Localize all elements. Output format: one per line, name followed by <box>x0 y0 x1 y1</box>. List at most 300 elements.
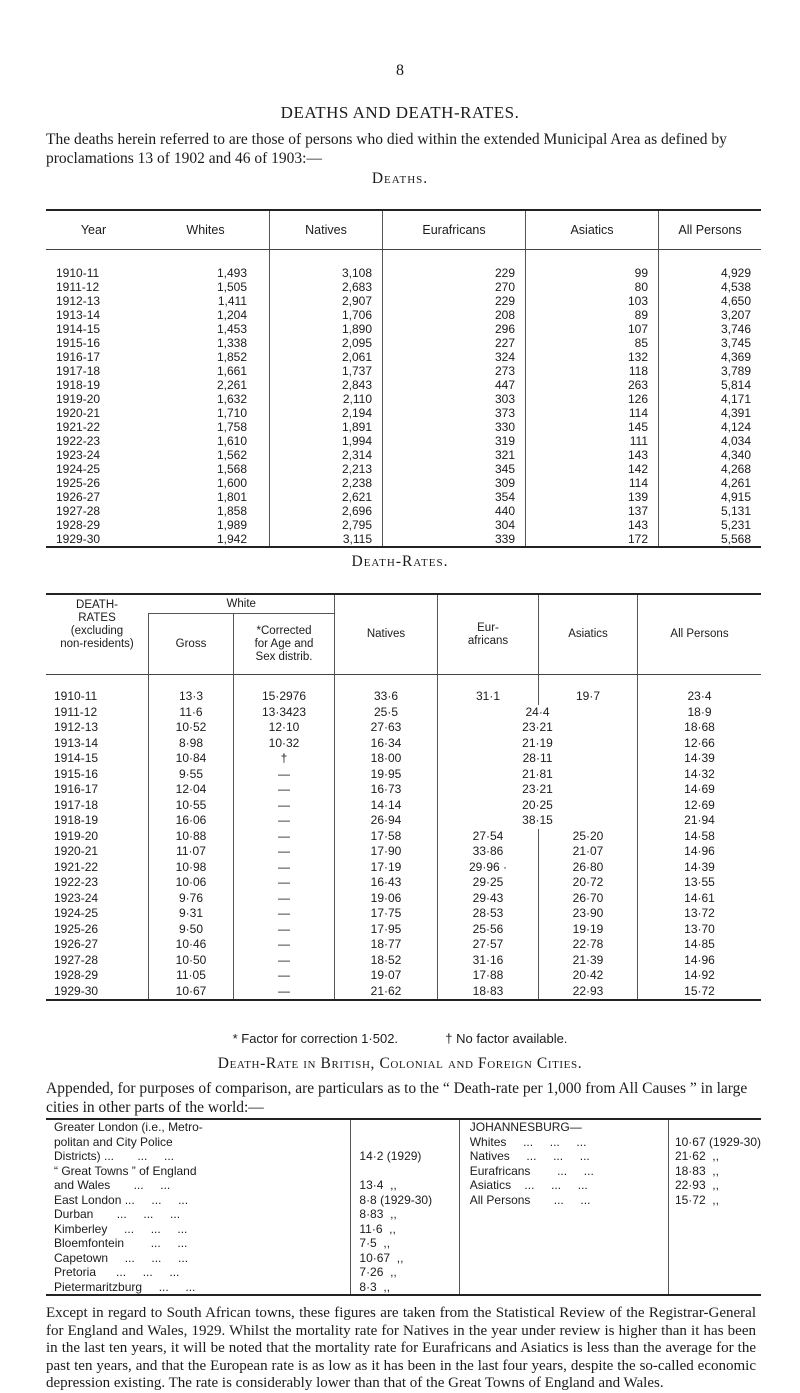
year-cell: 1922-23 <box>54 875 99 890</box>
all-persons-cell: 14·96 <box>638 844 762 860</box>
all-persons-cell: 4,915 <box>659 490 762 504</box>
all-persons-cell: 12·69 <box>638 798 762 814</box>
city-rate: 7·5 ,, <box>359 1236 391 1250</box>
eurafricans-cell: 208 <box>383 308 526 322</box>
whites-cell: 1,801 <box>216 490 247 504</box>
all-persons-cell: 14·58 <box>638 829 762 845</box>
year-cell: 1928-29 <box>56 518 101 532</box>
eurafricans-cell: 229 <box>383 294 526 308</box>
natives-cell: 2,795 <box>270 518 383 532</box>
table-row <box>46 798 761 814</box>
natives-cell: 16·43 <box>335 875 438 891</box>
year-cell: 1911-12 <box>54 704 98 719</box>
asiatics-cell: 263 <box>526 378 659 392</box>
footnotes <box>0 1031 800 1046</box>
table-row <box>46 906 761 922</box>
col-header-all-persons: All Persons <box>659 210 762 250</box>
year-cell: 1920-21 <box>54 844 99 859</box>
gross-cell: 11·6 <box>149 705 234 721</box>
city-name: East London ... ... ... <box>54 1192 189 1207</box>
death-rates-table-body <box>46 675 761 1001</box>
city-values-list <box>359 1120 458 1294</box>
rates-header-corrected-line1: *Corrected <box>256 624 312 637</box>
natives-cell: 1,891 <box>270 420 383 434</box>
year-cell: 1929-30 <box>54 983 99 998</box>
rates-header-eurafricans-line2: africans <box>467 634 509 647</box>
year-cell: 1916-17 <box>56 350 101 364</box>
corrected-cell: 13·3423 <box>234 705 335 721</box>
natives-cell: 19·06 <box>335 891 438 907</box>
rates-header-white: White <box>149 594 335 614</box>
deaths-table-body <box>46 250 761 548</box>
johannesburg-group-rate: 10·67 (1929-30) <box>674 1134 761 1149</box>
eurafricans-cell: 18·83 <box>438 984 539 1001</box>
city-name: Districts) ... ... ... <box>54 1149 175 1163</box>
gross-cell: 16·06 <box>149 813 234 829</box>
all-persons-cell: 5,568 <box>659 532 762 547</box>
asiatics-cell: 111 <box>526 434 659 448</box>
eurafricans-cell: 29·43 <box>438 891 539 907</box>
natives-cell: 18·77 <box>335 937 438 953</box>
asiatics-cell: 26·80 <box>539 860 638 876</box>
city-name: Bloemfontein ... ... <box>54 1236 188 1250</box>
whites-cell: 1,493 <box>216 266 247 280</box>
table-row <box>46 705 761 721</box>
corrected-cell: — <box>234 767 335 783</box>
asiatics-cell: 126 <box>526 392 659 406</box>
natives-cell: 26·94 <box>335 813 438 829</box>
johannesburg-group-name: Whites ... ... ... <box>469 1134 587 1149</box>
table-row <box>46 968 761 984</box>
year-cell: 1929-30 <box>56 532 101 546</box>
asiatics-cell: 23·90 <box>539 906 638 922</box>
table-row <box>46 448 761 462</box>
asiatics-cell: 19·7 <box>539 675 638 705</box>
year-cell: 1919-20 <box>54 828 99 843</box>
johannesburg-values <box>668 1119 761 1295</box>
footnote-factor: * Factor for correction 1·502. <box>232 1031 399 1046</box>
asiatics-cell: 107 <box>526 322 659 336</box>
asiatics-cell: 114 <box>526 476 659 490</box>
asiatics-cell: 85 <box>526 336 659 350</box>
asiatics-cell: 142 <box>526 462 659 476</box>
gross-cell: 10·06 <box>149 875 234 891</box>
asiatics-cell: 26·70 <box>539 891 638 907</box>
col-header-natives: Natives <box>270 210 383 250</box>
all-persons-cell: 14·96 <box>638 953 762 969</box>
natives-cell: 17·95 <box>335 922 438 938</box>
table-row <box>46 392 761 406</box>
corrected-cell: — <box>234 984 335 1001</box>
deaths-heading: Deaths. <box>371 170 429 187</box>
year-cell: 1917-18 <box>56 364 101 378</box>
eurafricans-cell: 373 <box>383 406 526 420</box>
all-persons-cell: 4,538 <box>659 280 762 294</box>
whites-cell: 1,505 <box>216 280 247 294</box>
city-name: Pietermaritzburg ... ... <box>54 1279 196 1294</box>
city-rate: 13·4 ,, <box>359 1178 397 1192</box>
natives-cell: 1,706 <box>270 308 383 322</box>
natives-cell: 3,108 <box>270 250 383 281</box>
year-cell: 1911-12 <box>56 280 100 294</box>
eurafricans-cell: 33·86 <box>438 844 539 860</box>
asiatics-cell: 143 <box>526 448 659 462</box>
all-persons-cell: 13·55 <box>638 875 762 891</box>
asiatics-cell: 20·42 <box>539 968 638 984</box>
all-persons-cell: 14·32 <box>638 767 762 783</box>
rates-header-label-line4: non-residents) <box>60 638 134 650</box>
whites-cell: 1,610 <box>216 434 247 448</box>
eurafricans-asiatics-combined-cell: 28·11 <box>438 751 638 767</box>
eurafricans-cell: 227 <box>383 336 526 350</box>
table-row <box>46 984 761 1001</box>
whites-cell: 1,453 <box>216 322 247 336</box>
table-row <box>46 736 761 752</box>
eurafricans-cell: 321 <box>383 448 526 462</box>
table-row <box>46 813 761 829</box>
rates-header-gross: Gross <box>149 614 234 675</box>
eurafricans-asiatics-combined-cell: 23·21 <box>438 720 638 736</box>
city-rate: 8·8 (1929-30) <box>359 1192 433 1207</box>
whites-cell: 1,632 <box>216 392 247 406</box>
city-name: Durban ... ... ... <box>54 1207 181 1221</box>
natives-cell: 1,994 <box>270 434 383 448</box>
year-cell: 1920-21 <box>56 406 101 420</box>
all-persons-cell: 3,745 <box>659 336 762 350</box>
footnote-no-factor: † No factor available. <box>445 1031 568 1046</box>
gross-cell: 10·98 <box>149 860 234 876</box>
gross-cell: 10·50 <box>149 953 234 969</box>
table-row <box>46 364 761 378</box>
asiatics-cell: 99 <box>526 250 659 281</box>
eurafricans-cell: 354 <box>383 490 526 504</box>
table-row <box>46 675 761 705</box>
gross-cell: 8·98 <box>149 736 234 752</box>
all-persons-cell: 5,814 <box>659 378 762 392</box>
all-persons-cell: 4,369 <box>659 350 762 364</box>
gross-cell: 10·55 <box>149 798 234 814</box>
all-persons-cell: 3,207 <box>659 308 762 322</box>
all-persons-cell: 14·69 <box>638 782 762 798</box>
gross-cell: 11·07 <box>149 844 234 860</box>
natives-cell: 19·07 <box>335 968 438 984</box>
table-row <box>46 532 761 547</box>
all-persons-cell: 3,746 <box>659 322 762 336</box>
gross-cell: 10·84 <box>149 751 234 767</box>
table-row <box>46 829 761 845</box>
city-name: Kimberley ... ... ... <box>54 1221 188 1236</box>
rates-header-corrected <box>234 614 335 675</box>
cities-heading <box>0 1055 800 1073</box>
eurafricans-cell: 31·1 <box>438 675 539 705</box>
johannesburg-groups-list <box>470 1135 668 1208</box>
year-cell: 1927-28 <box>56 504 101 518</box>
eurafricans-cell: 304 <box>383 518 526 532</box>
natives-cell: 17·90 <box>335 844 438 860</box>
all-persons-cell: 13·70 <box>638 922 762 938</box>
table-row <box>46 860 761 876</box>
all-persons-cell: 23·4 <box>638 675 762 705</box>
year-cell: 1914-15 <box>56 322 101 336</box>
asiatics-cell: 114 <box>526 406 659 420</box>
table-row <box>46 462 761 476</box>
natives-cell: 2,314 <box>270 448 383 462</box>
all-persons-cell: 4,124 <box>659 420 762 434</box>
corrected-cell: — <box>234 829 335 845</box>
johannesburg-group-name: Natives ... ... ... <box>469 1149 590 1163</box>
corrected-cell: — <box>234 906 335 922</box>
natives-cell: 1,737 <box>270 364 383 378</box>
table-row <box>46 308 761 322</box>
eurafricans-asiatics-combined-cell: 20·25 <box>438 798 638 814</box>
corrected-cell: — <box>234 922 335 938</box>
year-cell: 1925-26 <box>56 476 101 490</box>
whites-cell: 1,710 <box>216 406 247 420</box>
asiatics-cell: 22·93 <box>539 984 638 1001</box>
natives-cell: 18·00 <box>335 751 438 767</box>
all-persons-cell: 4,034 <box>659 434 762 448</box>
year-cell: 1915-16 <box>54 766 99 781</box>
eurafricans-asiatics-combined-cell: 38·15 <box>438 813 638 829</box>
gross-cell: 13·3 <box>149 675 234 705</box>
year-cell: 1917-18 <box>54 797 99 812</box>
gross-cell: 12·04 <box>149 782 234 798</box>
natives-cell: 2,110 <box>270 392 383 406</box>
city-name: Greater London (i.e., Metro- <box>54 1120 203 1134</box>
natives-cell: 33·6 <box>335 675 438 705</box>
all-persons-cell: 14·39 <box>638 860 762 876</box>
corrected-cell: — <box>234 798 335 814</box>
year-cell: 1910-11 <box>54 689 98 704</box>
eurafricans-asiatics-combined-cell: 21·19 <box>438 736 638 752</box>
eurafricans-cell: 27·54 <box>438 829 539 845</box>
corrected-cell: 10·32 <box>234 736 335 752</box>
eurafricans-cell: 309 <box>383 476 526 490</box>
year-cell: 1923-24 <box>54 890 99 905</box>
natives-cell: 3,115 <box>270 532 383 547</box>
all-persons-cell: 21·94 <box>638 813 762 829</box>
whites-cell: 1,852 <box>216 350 247 364</box>
johannesburg-group-rate: 21·62 ,, <box>674 1149 719 1163</box>
year-cell: 1910-11 <box>56 266 100 280</box>
table-row <box>46 720 761 736</box>
all-persons-cell: 4,261 <box>659 476 762 490</box>
asiatics-cell: 172 <box>526 532 659 547</box>
whites-cell: 2,261 <box>216 378 247 392</box>
rates-header-eurafricans <box>438 594 539 675</box>
year-cell: 1921-22 <box>56 420 101 434</box>
year-cell: 1914-15 <box>54 751 99 766</box>
johannesburg-group-name: Asiatics ... ... ... <box>469 1178 588 1192</box>
city-name: Capetown ... ... ... <box>54 1250 189 1265</box>
british-cities-values <box>351 1119 459 1295</box>
eurafricans-cell: 29·25 <box>438 875 539 891</box>
table-row <box>46 937 761 953</box>
natives-cell: 2,843 <box>270 378 383 392</box>
whites-cell: 1,411 <box>217 294 247 308</box>
rates-header-eurafricans-line1: Eur- <box>477 621 499 634</box>
all-persons-cell: 4,650 <box>659 294 762 308</box>
city-rate: 7·26 ,, <box>359 1265 397 1279</box>
cities-heading-text: Death-Rate in British, Colonial and Foreign Cities. <box>217 1055 583 1072</box>
asiatics-cell: 21·39 <box>539 953 638 969</box>
year-cell: 1912-13 <box>54 720 99 735</box>
natives-cell: 21·62 <box>335 984 438 1001</box>
natives-cell: 2,095 <box>270 336 383 350</box>
natives-cell: 2,194 <box>270 406 383 420</box>
city-rate <box>359 1135 458 1150</box>
city-name: politan and City Police <box>54 1134 173 1149</box>
johannesburg-heading: JOHANNESBURG— <box>469 1120 582 1134</box>
asiatics-cell: 20·72 <box>539 875 638 891</box>
city-rate: 11·6 ,, <box>359 1221 396 1236</box>
all-persons-cell: 12·66 <box>638 736 762 752</box>
year-cell: 1927-28 <box>54 952 99 967</box>
johannesburg-group-rate: 22·93 ,, <box>674 1178 719 1192</box>
corrected-cell: — <box>234 968 335 984</box>
table-row <box>46 280 761 294</box>
eurafricans-cell: 440 <box>383 504 526 518</box>
rates-header-label <box>46 594 149 675</box>
city-rate <box>359 1120 458 1135</box>
corrected-cell: — <box>234 813 335 829</box>
col-header-asiatics: Asiatics <box>526 210 659 250</box>
eurafricans-cell: 28·53 <box>438 906 539 922</box>
city-name: Pretoria ... ... ... <box>54 1265 180 1279</box>
table-row <box>46 322 761 336</box>
natives-cell: 18·52 <box>335 953 438 969</box>
table-row <box>46 350 761 364</box>
all-persons-cell: 4,268 <box>659 462 762 476</box>
corrected-cell: — <box>234 844 335 860</box>
whites-cell: 1,204 <box>216 308 247 322</box>
natives-cell: 17·58 <box>335 829 438 845</box>
eurafricans-asiatics-combined-cell: 23·21 <box>438 782 638 798</box>
table-row <box>46 922 761 938</box>
all-persons-cell: 14·61 <box>638 891 762 907</box>
gross-cell: 9·55 <box>149 767 234 783</box>
gross-cell: 10·46 <box>149 937 234 953</box>
city-rate: 8·3 ,, <box>359 1279 391 1294</box>
deaths-table <box>46 209 761 548</box>
year-cell: 1912-13 <box>56 294 101 308</box>
table-row <box>46 294 761 308</box>
eurafricans-cell: 270 <box>383 280 526 294</box>
eurafricans-cell: 330 <box>383 420 526 434</box>
rates-header-label-line1: DEATH- <box>76 599 118 611</box>
asiatics-cell: 25·20 <box>539 829 638 845</box>
whites-cell: 1,600 <box>216 476 247 490</box>
year-cell: 1922-23 <box>56 434 101 448</box>
year-cell: 1926-27 <box>56 490 101 504</box>
table-row <box>46 844 761 860</box>
british-cities-names <box>46 1119 351 1295</box>
table-row <box>46 782 761 798</box>
eurafricans-cell: 17·88 <box>438 968 539 984</box>
whites-cell: 1,562 <box>216 448 247 462</box>
table-row <box>46 891 761 907</box>
table-row <box>46 767 761 783</box>
all-persons-cell: 5,231 <box>659 518 762 532</box>
year-cell: 1919-20 <box>56 392 101 406</box>
eurafricans-cell: 27·57 <box>438 937 539 953</box>
eurafricans-cell: 303 <box>383 392 526 406</box>
whites-cell: 1,989 <box>216 518 247 532</box>
death-rates-table <box>46 593 761 1001</box>
whites-cell: 1,568 <box>216 462 247 476</box>
table-row <box>46 406 761 420</box>
table-row <box>46 504 761 518</box>
asiatics-cell: 89 <box>526 308 659 322</box>
corrected-cell: — <box>234 891 335 907</box>
year-cell: 1921-22 <box>54 859 99 874</box>
natives-cell: 16·34 <box>335 736 438 752</box>
all-persons-cell: 18·9 <box>638 705 762 721</box>
gross-cell: 9·50 <box>149 922 234 938</box>
asiatics-cell: 137 <box>526 504 659 518</box>
eurafricans-cell: 319 <box>383 434 526 448</box>
natives-cell: 2,907 <box>270 294 383 308</box>
city-names-list <box>54 1120 350 1294</box>
table-row <box>46 490 761 504</box>
natives-cell: 2,061 <box>270 350 383 364</box>
year-cell: 1924-25 <box>54 906 99 921</box>
table-row <box>46 953 761 969</box>
whites-cell: 1,858 <box>216 504 247 518</box>
city-rate: 10·67 ,, <box>359 1250 404 1265</box>
rates-header-corrected-line2: for Age and <box>254 637 314 650</box>
city-rate <box>359 1164 458 1179</box>
rates-header-label-line2: RATES <box>78 612 116 624</box>
eurafricans-cell: 345 <box>383 462 526 476</box>
eurafricans-cell: 339 <box>383 532 526 547</box>
johannesburg-group-rate: 15·72 ,, <box>674 1192 719 1207</box>
eurafricans-cell: 31·16 <box>438 953 539 969</box>
all-persons-cell: 4,171 <box>659 392 762 406</box>
johannesburg-values-list <box>675 1135 761 1208</box>
rates-header-asiatics: Asiatics <box>539 594 638 675</box>
eurafricans-cell: 29·96 · <box>438 860 539 876</box>
table-row <box>46 434 761 448</box>
year-cell: 1924-25 <box>56 462 101 476</box>
year-cell: 1913-14 <box>56 308 101 322</box>
johannesburg-group-name: Eurafricans ... ... <box>469 1163 594 1178</box>
year-cell: 1923-24 <box>56 448 101 462</box>
city-name: “ Great Towns ” of England <box>54 1163 197 1178</box>
year-cell: 1916-17 <box>54 782 99 797</box>
eurafricans-cell: 324 <box>383 350 526 364</box>
corrected-cell: — <box>234 860 335 876</box>
asiatics-cell: 143 <box>526 518 659 532</box>
asiatics-cell: 145 <box>526 420 659 434</box>
asiatics-cell: 118 <box>526 364 659 378</box>
johannesburg-names <box>459 1119 668 1295</box>
corrected-cell: — <box>234 875 335 891</box>
asiatics-cell: 80 <box>526 280 659 294</box>
year-cell: 1928-29 <box>54 968 99 983</box>
natives-cell: 16·73 <box>335 782 438 798</box>
col-header-eurafricans: Eurafricans <box>383 210 526 250</box>
table-row <box>46 476 761 490</box>
eurafricans-cell: 447 <box>383 378 526 392</box>
asiatics-cell: 132 <box>526 350 659 364</box>
gross-cell: 10·88 <box>149 829 234 845</box>
whites-cell: 1,942 <box>216 532 247 546</box>
all-persons-cell: 18·68 <box>638 720 762 736</box>
rates-header-natives: Natives <box>335 594 438 675</box>
col-header-year: Year <box>46 210 142 250</box>
natives-cell: 2,213 <box>270 462 383 476</box>
